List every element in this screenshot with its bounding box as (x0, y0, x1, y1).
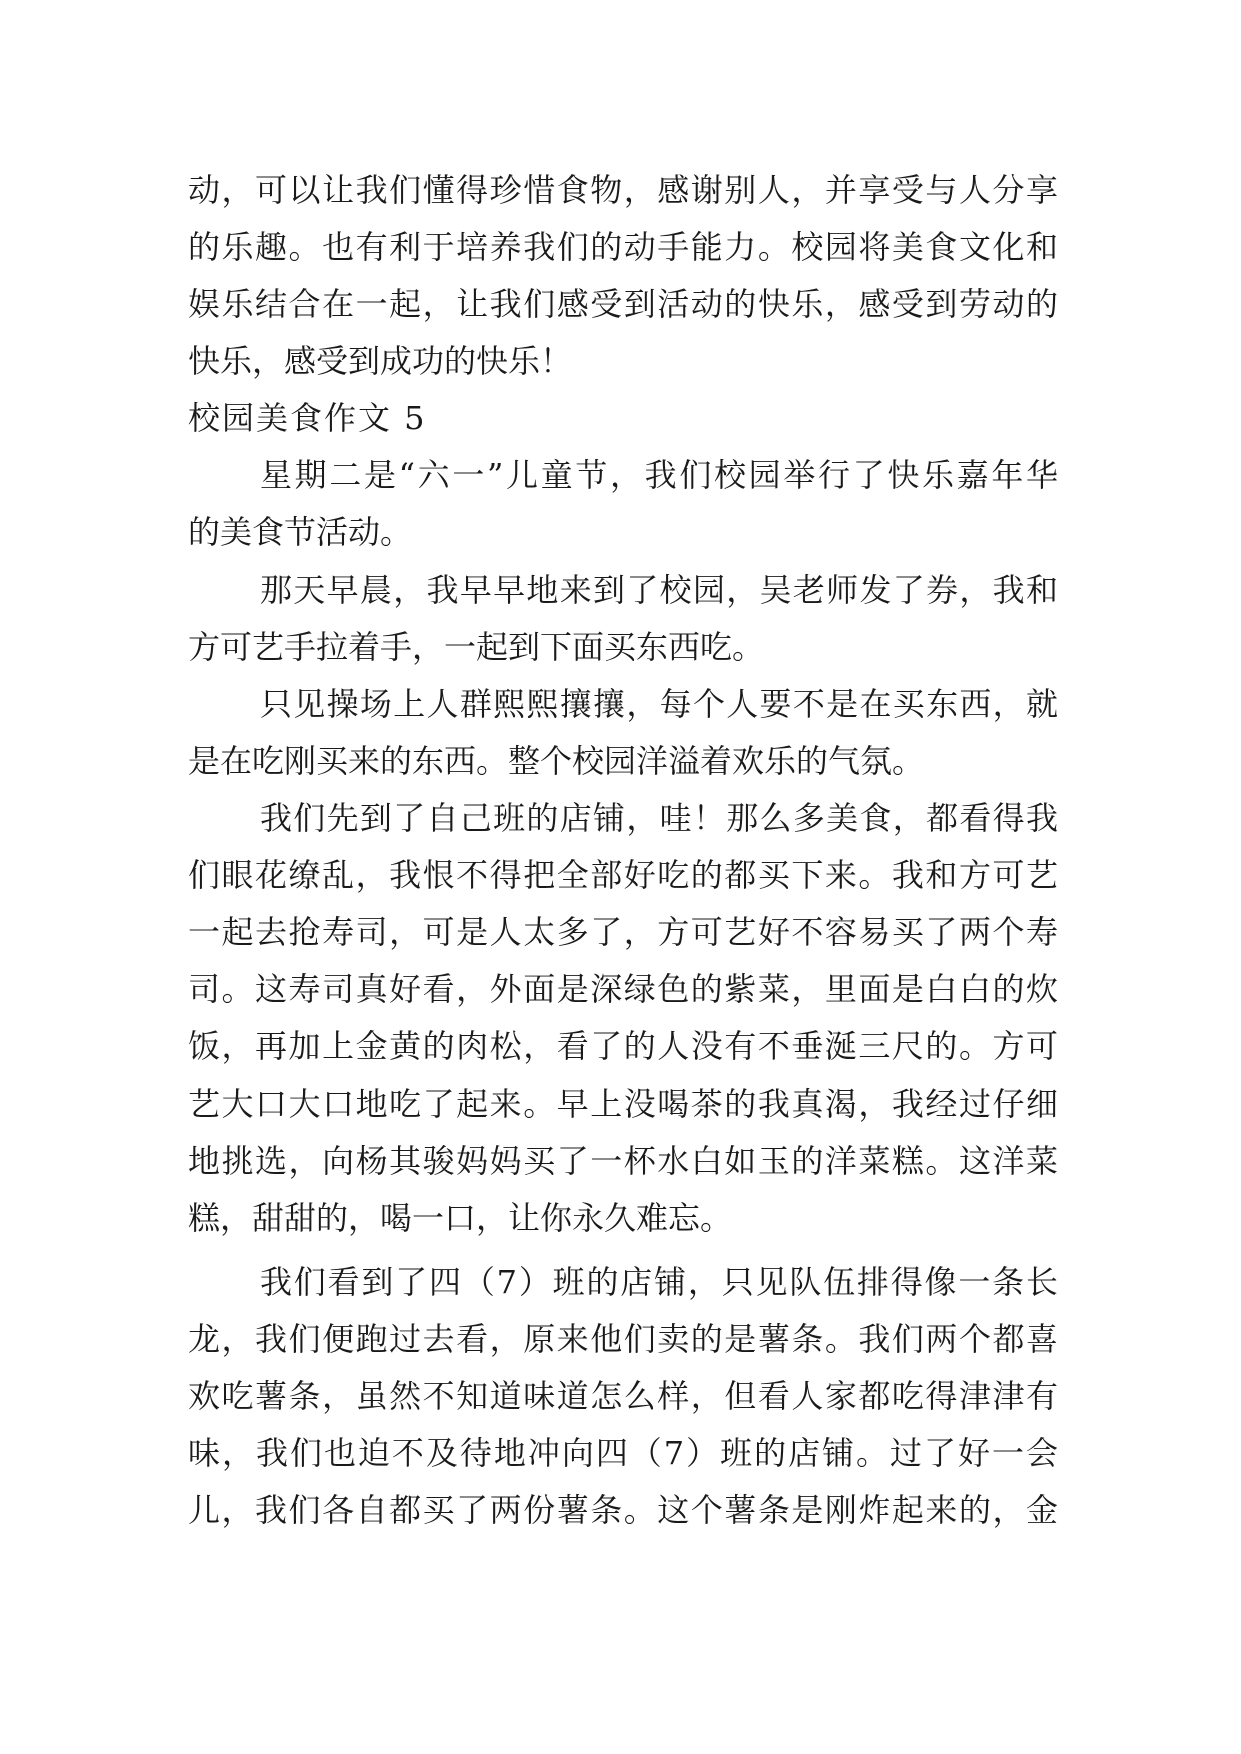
text-line: 娱乐结合在一起，让我们感受到活动的快乐，感受到劳动的 (188, 285, 1058, 323)
text-line: 方可艺手拉着手，一起到下面买东西吃。 (188, 628, 765, 666)
text-line: 饭，再加上金黄的肉松，看了的人没有不垂涎三尺的。方可 (188, 1027, 1058, 1065)
text-line: 一起去抢寿司，可是人太多了，方可艺好不容易买了两个寿 (188, 913, 1058, 951)
text-line: 艺大口大口地吃了起来。早上没喝茶的我真渴，我经过仔细 (188, 1085, 1058, 1123)
text-line: 的美食节活动。 (188, 513, 413, 551)
text-line: 是在吃刚买来的东西。整个校园洋溢着欢乐的气氛。 (188, 742, 925, 780)
text-line: 司。这寿司真好看，外面是深绿色的紫菜，里面是白白的炊 (188, 970, 1058, 1008)
text-line: 地挑选，向杨其骏妈妈买了一杯水白如玉的洋菜糕。这洋菜 (188, 1142, 1058, 1180)
text-line: 欢吃薯条，虽然不知道味道怎么样，但看人家都吃得津津有 (188, 1377, 1058, 1415)
paragraph-first-line: 那天早晨，我早早地来到了校园，吴老师发了券，我和 (260, 571, 1058, 609)
text-line: 的乐趣。也有利于培养我们的动手能力。校园将美食文化和 (188, 228, 1058, 266)
paragraph-first-line: 我们先到了自己班的店铺，哇！那么多美食，都看得我 (260, 799, 1058, 837)
text-line: 们眼花缭乱，我恨不得把全部好吃的都买下来。我和方可艺 (188, 856, 1058, 894)
paragraph-first-line: 星期二是“六一”儿童节，我们校园举行了快乐嘉年华 (260, 456, 1058, 494)
section-heading: 校园美食作文 5 (188, 399, 427, 437)
paragraph-first-line: 只见操场上人群熙熙攘攘，每个人要不是在买东西，就 (260, 685, 1058, 723)
text-line: 糕，甜甜的，喝一口，让你永久难忘。 (188, 1199, 733, 1237)
text-line: 动，可以让我们懂得珍惜食物，感谢别人，并享受与人分享 (188, 171, 1058, 209)
text-line: 儿，我们各自都买了两份薯条。这个薯条是刚炸起来的，金 (188, 1491, 1058, 1529)
text-line: 味，我们也迫不及待地冲向四（7）班的店铺。过了好一会 (188, 1434, 1058, 1472)
text-line: 快乐，感受到成功的快乐！ (188, 342, 573, 380)
paragraph-first-line: 我们看到了四（7）班的店铺，只见队伍排得像一条长 (260, 1263, 1058, 1301)
text-line: 龙，我们便跑过去看，原来他们卖的是薯条。我们两个都喜 (188, 1320, 1058, 1358)
